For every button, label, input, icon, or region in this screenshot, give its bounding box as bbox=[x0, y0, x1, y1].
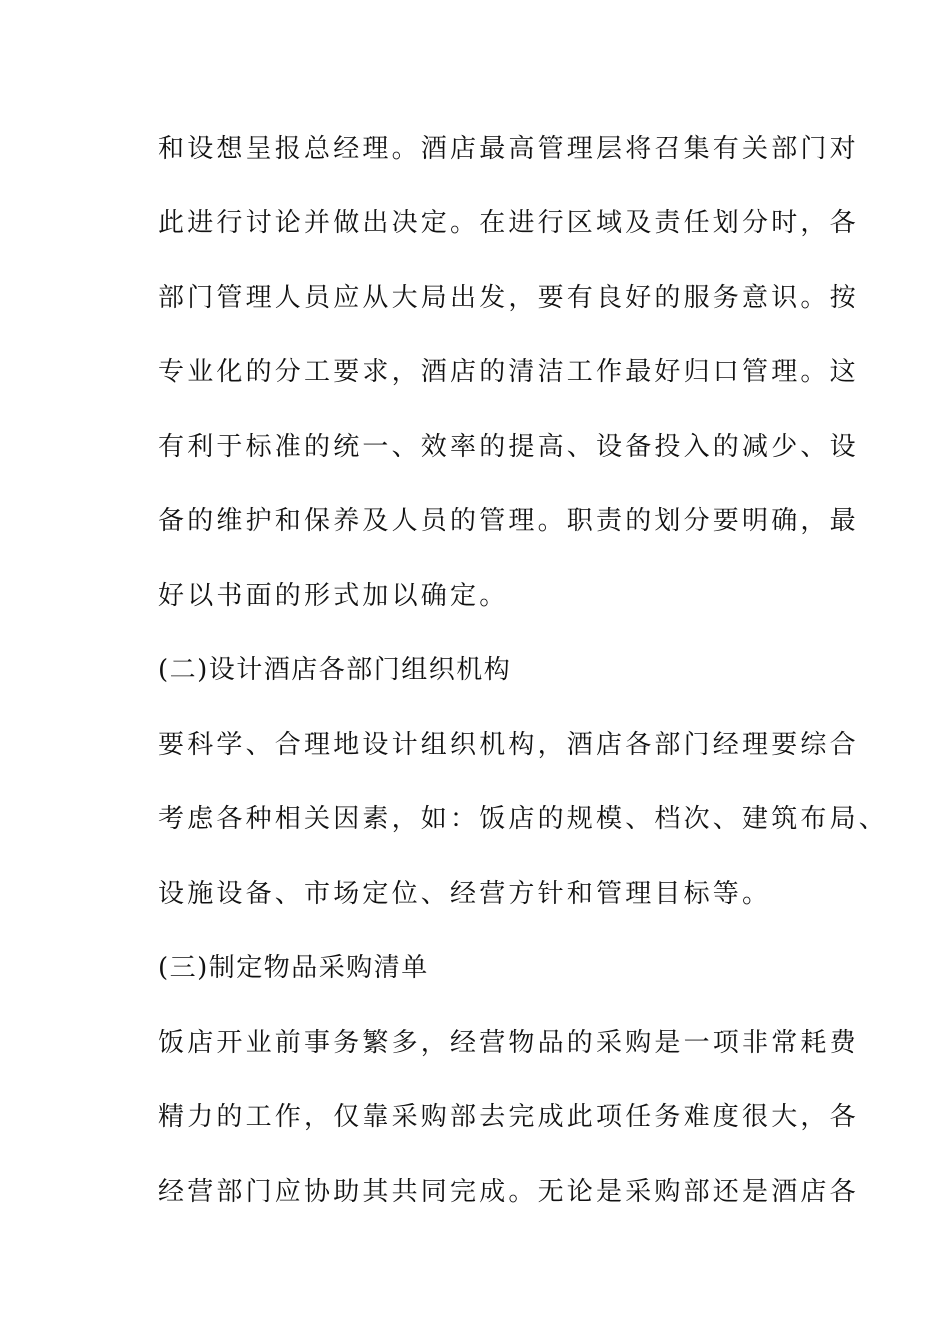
text-line: 经营部门应协助其共同完成。无论是采购部还是酒店各 bbox=[158, 1177, 859, 1207]
text-line: 饭店开业前事务繁多，经营物品的采购是一项非常耗费 bbox=[158, 1028, 859, 1058]
text-line: 好以书面的形式加以确定。 bbox=[158, 581, 509, 611]
text-line: 精力的工作，仅靠采购部去完成此项任务难度很大，各 bbox=[158, 1102, 859, 1132]
text-line: 部门管理人员应从大局出发，要有良好的服务意识。按 bbox=[158, 283, 859, 313]
text-line: 和设想呈报总经理。酒店最高管理层将召集有关部门对 bbox=[158, 134, 859, 164]
text-line: 专业化的分工要求，酒店的清洁工作最好归口管理。这 bbox=[158, 357, 859, 387]
section-heading: (三)制定物品采购清单 bbox=[158, 953, 429, 983]
text-line: 考虑各种相关因素，如：饭店的规模、档次、建筑布局、 bbox=[158, 804, 889, 834]
section-heading: (二)设计酒店各部门组织机构 bbox=[158, 655, 512, 685]
text-line: 备的维护和保养及人员的管理。职责的划分要明确，最 bbox=[158, 506, 859, 536]
text-line: 有利于标准的统一、效率的提高、设备投入的减少、设 bbox=[158, 432, 859, 462]
text-line: 此进行讨论并做出决定。在进行区域及责任划分时，各 bbox=[158, 208, 859, 238]
text-line: 设施设备、市场定位、经营方针和管理目标等。 bbox=[158, 879, 772, 909]
text-line: 要科学、合理地设计组织机构，酒店各部门经理要综合 bbox=[158, 730, 859, 760]
